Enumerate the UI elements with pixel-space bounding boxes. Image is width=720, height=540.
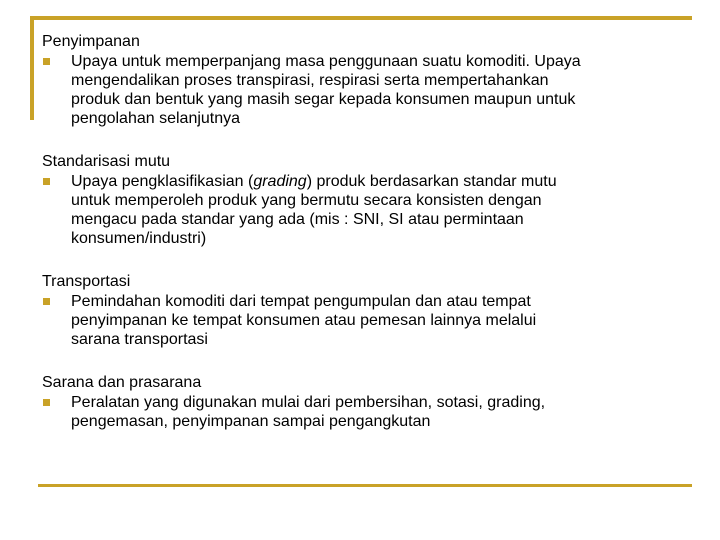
- section-transportasi: [42, 271, 692, 349]
- bullet-text: [71, 393, 692, 431]
- bullet-item: [42, 393, 692, 431]
- section-penyimpanan: [42, 31, 692, 128]
- section-heading: Standarisasi mutu: [42, 153, 171, 170]
- square-bullet-icon: [43, 178, 50, 185]
- italic-term: grading: [253, 173, 307, 190]
- frame-bottom-border: [38, 484, 692, 487]
- text-segment: ) produk berdasarkan standar mutu: [306, 173, 557, 190]
- text-line: Peralatan yang digunakan mulai dari pembersihan, sotasi, grading,: [71, 394, 546, 411]
- text-line: untuk memperoleh produk yang bermutu secara konsisten dengan: [71, 192, 542, 209]
- section-sarana-prasarana: [42, 372, 692, 431]
- text-line: mengendalikan proses transpirasi, respirasi serta mempertahankan: [71, 72, 549, 89]
- bullet-text: [71, 172, 692, 248]
- bullet-item: [42, 172, 692, 248]
- square-bullet-icon: [43, 58, 50, 65]
- text-line: pengolahan selanjutnya: [71, 110, 241, 127]
- text-line: Upaya untuk memperpanjang masa penggunaan suatu komoditi. Upaya: [71, 53, 581, 70]
- square-bullet-icon: [43, 298, 50, 305]
- text-line: pengemasan, penyimpanan sampai pengangkutan: [71, 413, 431, 430]
- bullet-text: [71, 292, 692, 349]
- section-heading: Transportasi: [42, 273, 131, 290]
- square-bullet-icon: [43, 399, 50, 406]
- section-heading: Sarana dan prasarana: [42, 374, 202, 391]
- bullet-item: [42, 292, 692, 349]
- frame-left-border: [30, 16, 34, 120]
- text-line: sarana transportasi: [71, 331, 208, 348]
- bullet-text: [71, 52, 692, 128]
- text-line: mengacu pada standar yang ada (mis : SNI, SI atau permintaan: [71, 211, 524, 228]
- slide-content: [42, 31, 692, 454]
- text-line: Pemindahan komoditi dari tempat pengumpulan dan atau tempat: [71, 293, 531, 310]
- section-heading: Penyimpanan: [42, 33, 140, 50]
- frame-top-border: [30, 16, 692, 20]
- bullet-item: [42, 52, 692, 128]
- text-segment: Upaya pengklasifikasian (: [71, 173, 254, 190]
- text-line: konsumen/industri): [71, 230, 207, 247]
- text-line: produk dan bentuk yang masih segar kepada konsumen maupun untuk: [71, 91, 576, 108]
- section-standarisasi-mutu: [42, 151, 692, 248]
- text-line: penyimpanan ke tempat konsumen atau pemesan lainnya melalui: [71, 312, 537, 329]
